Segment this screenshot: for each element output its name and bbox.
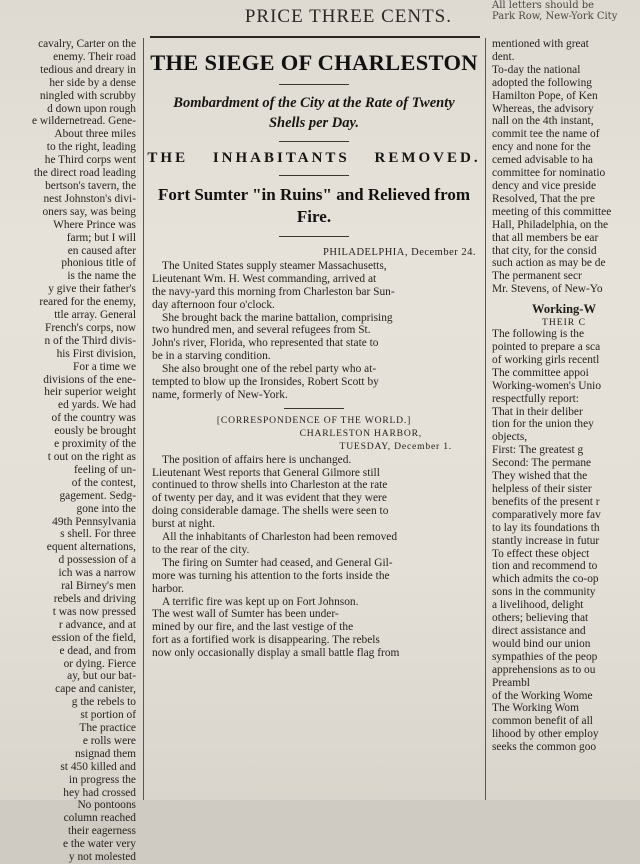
text-line: y not molested: [68, 851, 136, 864]
text-line: Resolved, That the pre: [492, 192, 595, 205]
text-line: Lieutenant West reports that General Gilmore still: [152, 466, 380, 479]
text-line: She also brought one of the rebel party who at-: [162, 363, 377, 376]
text-line: her side by a dense: [49, 76, 136, 89]
text-line: John's river, Florida, who represented that state to: [152, 337, 379, 350]
text-line: committee for nominatio: [492, 167, 606, 180]
text-line: reared for the enemy,: [39, 296, 136, 309]
article-dateline: PHILADELPHIA, December 24.: [323, 247, 476, 258]
text-line: t out on the right as: [47, 451, 136, 463]
right-column-heading: Working-W: [532, 302, 596, 317]
text-line: r advance, and at: [58, 618, 136, 631]
text-line: divisions of the ene-: [43, 373, 136, 386]
text-line: The following is the: [492, 328, 585, 341]
text-line: pointed to prepare a sca: [492, 341, 601, 354]
text-line: doing considerable damage. The shells were seen to: [152, 505, 389, 518]
left-column: [0, 38, 140, 864]
text-line: ral Birney's men: [61, 580, 136, 593]
text-line: The permanent secr: [492, 270, 582, 283]
text-line: st portion of: [80, 709, 136, 722]
article-paragraph: [146, 454, 482, 531]
text-line: nest Johnston's divi-: [43, 192, 136, 205]
price-text: PRICE THREE CENTS.: [244, 6, 452, 27]
text-line: ttle array. General: [54, 309, 136, 322]
text-line: sons in the community: [492, 586, 596, 599]
text-line: cavalry, Carter on the: [38, 38, 136, 50]
text-line: A terrific fire was kept up on Fort Johnson.: [162, 595, 359, 608]
text-line: objects,: [492, 431, 528, 444]
text-line: adopted the following: [492, 76, 592, 89]
text-line: the navy-yard this morning from Charleston bar Sun-: [152, 285, 395, 298]
text-line: ency and none for the: [492, 141, 591, 154]
text-line: seeks the common goo: [492, 741, 597, 754]
text-line: harbor.: [152, 582, 184, 595]
text-line: The committee appoi: [492, 366, 589, 379]
text-line: The position of affairs here is unchanged.: [162, 453, 352, 466]
text-line: meeting of this committee: [492, 205, 612, 218]
article-paragraph: [146, 596, 482, 661]
text-line: tion and recommend to: [492, 560, 598, 573]
text-line: heir superior weight: [44, 386, 136, 399]
divider: [279, 236, 349, 237]
text-line: cape and canister,: [55, 683, 136, 696]
text-line: helpless of their sister: [492, 483, 592, 495]
text-line: The practice: [79, 722, 136, 735]
text-line: feeling of un-: [74, 463, 136, 476]
text-line: of twenty per day, and it was evident that they were: [152, 492, 387, 505]
text-line: oners say, was being: [42, 205, 136, 218]
text-line: All letters should be: [492, 0, 595, 11]
text-line: apprehensions as to ou: [492, 663, 596, 676]
text-line: Where Prince was: [53, 218, 136, 231]
top-right-fragment: [492, 0, 640, 22]
text-line: of the country was: [51, 412, 136, 425]
text-line: eously be brought: [54, 425, 136, 438]
text-line: burst at night.: [152, 518, 215, 531]
text-line: The United States supply steamer Massachusetts,: [162, 259, 387, 272]
text-line: that city, for the consid: [492, 244, 597, 257]
date-line: TUESDAY, December 1.: [339, 440, 452, 452]
column-rule-right: [485, 38, 486, 800]
text-line: enemy. Their road: [53, 50, 136, 63]
text-line: ession of the field,: [51, 631, 136, 644]
text-line: of the Working Wome: [492, 689, 593, 702]
correspondence-line: [CORRESPONDENCE OF THE WORLD.]: [216, 414, 412, 426]
text-line: to the rear of the city.: [152, 543, 250, 556]
text-line: in progress the: [68, 773, 136, 786]
text-line: g the rebels to: [71, 696, 136, 709]
right-column-subheading: THEIR C: [541, 317, 587, 329]
text-line: gone into the: [76, 502, 136, 515]
text-line: They wished that the: [492, 470, 588, 483]
text-line: is the name the: [67, 270, 136, 283]
text-line: ed yards. We had: [58, 399, 136, 412]
text-line: rebels and driving: [53, 592, 136, 605]
text-line: The firing on Sumter had ceased, and General Gil-: [162, 556, 393, 569]
divider: [279, 141, 349, 142]
text-line: Hamilton Pope, of Ken: [492, 89, 598, 102]
text-line: sympathies of the peop: [492, 650, 598, 663]
text-line: e dead, and from: [59, 644, 136, 657]
text-line: No pontoons: [77, 799, 136, 812]
article-paragraph: [146, 260, 482, 312]
text-line: ich was a narrow: [58, 567, 136, 580]
divider: [284, 408, 344, 409]
text-line: would bind our union: [492, 637, 591, 650]
text-line: French's corps, now: [45, 321, 136, 334]
text-line: All the inhabitants of Charleston had been removed: [162, 531, 398, 544]
text-line: of working girls recentl: [492, 353, 600, 366]
text-line: gagement. Sedg-: [59, 489, 136, 502]
right-column-top: [488, 38, 640, 296]
text-line: y give their father's: [48, 283, 136, 296]
right-column: [488, 38, 640, 800]
text-line: st 450 killed and: [60, 760, 136, 773]
text-line: of the contest,: [71, 476, 136, 489]
text-line: hey had crossed: [63, 786, 136, 799]
text-line: mentioned with great: [492, 38, 589, 50]
text-line: lihood by other employ: [492, 728, 599, 741]
text-line: which admits the co-op: [492, 573, 599, 586]
right-column-body: [488, 328, 640, 754]
article-deck-2: THE INHABITANTS REMOVED.: [147, 150, 481, 166]
text-line: t was now pressed: [52, 605, 136, 618]
text-line: such action as may be de: [492, 257, 606, 270]
text-line: ay, but our bat-: [67, 670, 136, 683]
text-line: dent.: [492, 50, 515, 63]
text-line: Preambl: [492, 676, 530, 689]
text-line: tedious and dreary in: [40, 63, 136, 76]
text-line: more was turning his attention to the forts inside the: [152, 569, 390, 582]
text-line: e wildernetread. Gene-: [31, 115, 136, 128]
text-line: She brought back the marine battalion, comprising: [162, 311, 393, 324]
text-line: Lieutenant Wm. H. West commanding, arrived at: [152, 272, 377, 285]
text-line: to lay its foundations th: [492, 521, 600, 534]
text-line: benefits of the present r: [492, 495, 600, 508]
text-line: direct assistance and: [492, 624, 586, 637]
text-line: Mr. Stevens, of New-Yo: [492, 283, 603, 296]
divider: [279, 175, 349, 176]
article-paragraph: [146, 557, 482, 596]
text-line: To effect these object: [492, 547, 590, 560]
text-line: That in their deliber: [492, 405, 583, 418]
text-line: the direct road leading: [33, 167, 136, 180]
text-line: nall on the 4th instant,: [492, 115, 594, 128]
text-line: bertson's tavern, the: [45, 179, 136, 192]
text-line: d down upon rough: [47, 102, 136, 115]
article-deck-1: Bombardment of the City at the Rate of Twenty Shells per Day.: [173, 95, 455, 131]
text-line: their eagerness: [68, 825, 136, 838]
text-line: About three miles: [54, 128, 136, 141]
text-line: First: The greatest g: [492, 444, 584, 457]
text-line: n of the Third divis-: [44, 334, 136, 347]
text-line: mined by our fire, and the last vestige of the: [152, 621, 354, 634]
text-line: now only occasionally display a small battle flag from: [152, 647, 400, 660]
text-line: farm; but I will: [66, 231, 136, 244]
text-line: be in a starving condition.: [152, 350, 271, 363]
text-line: dency and vice preside: [492, 179, 597, 192]
text-line: a livelihood, delight: [492, 599, 584, 612]
column-rule-left: [143, 38, 144, 800]
text-line: d possession of a: [58, 554, 136, 567]
text-line: to the right, leading: [46, 141, 136, 154]
text-line: The Working Wom: [492, 702, 579, 715]
text-line: or dying. Fierce: [63, 657, 136, 670]
text-line: common benefit of all: [492, 715, 593, 728]
text-line: continued to throw shells into Charleston at the rate: [152, 479, 388, 492]
text-line: he Third corps went: [44, 154, 136, 167]
text-line: tion for the union they: [492, 418, 594, 431]
masthead: [150, 0, 480, 38]
text-line: name, formerly of New-York.: [152, 388, 288, 401]
text-line: en caused after: [67, 244, 136, 257]
text-line: equent alternations,: [46, 541, 136, 554]
text-line: others; believing that: [492, 612, 589, 625]
text-line: Whereas, the advisory: [492, 102, 594, 115]
article-paragraph: [146, 312, 482, 364]
text-line: that all members be ear: [492, 231, 599, 244]
text-line: tempted to blow up the Ironsides, Robert Scott by: [152, 376, 379, 389]
text-line: Working-women's Unio: [492, 379, 602, 392]
text-line: his First division,: [56, 347, 136, 360]
text-line: s shell. For three: [60, 528, 136, 541]
text-line: e the water very: [62, 838, 136, 851]
text-line: e rolls were: [82, 734, 136, 747]
divider: [279, 84, 349, 85]
text-line: commit tee the name of: [492, 128, 600, 141]
text-line: fort as a fortified work is disappearing. The rebels: [152, 634, 380, 647]
article-deck-3: Fort Sumter "in Ruins" and Relieved from Fire.: [158, 185, 470, 226]
text-line: 49th Pennsylvania: [52, 515, 136, 528]
text-line: phonious title of: [61, 257, 136, 270]
text-line: respectfully report:: [492, 392, 579, 405]
text-line: The west wall of Sumter has been under-: [152, 608, 339, 621]
text-line: comparatively more fav: [492, 508, 601, 521]
article-paragraph: [146, 363, 482, 402]
text-line: ningled with scrubby: [39, 89, 136, 102]
text-line: Second: The permane: [492, 457, 592, 470]
text-line: day afternoon four o'clock.: [152, 298, 275, 311]
place-line: CHARLESTON HARBOR,: [299, 427, 422, 439]
text-line: Park Row, New-York City: [492, 11, 618, 22]
article-paragraph: [146, 531, 482, 557]
text-line: stantly increase in futur: [492, 534, 600, 547]
text-line: nsignad them: [74, 747, 136, 760]
text-line: To-day the national: [492, 63, 581, 76]
text-line: column reached: [63, 812, 136, 825]
text-line: cemed advisable to ha: [492, 154, 593, 167]
text-line: e proximity of the: [54, 438, 136, 451]
text-line: two hundred men, and several refugees from St.: [152, 324, 371, 337]
text-line: For a time we: [73, 360, 136, 373]
text-line: Hall, Philadelphia, on the: [492, 218, 609, 231]
main-article: [146, 38, 482, 800]
article-headline: THE SIEGE OF CHARLESTON: [150, 50, 478, 75]
